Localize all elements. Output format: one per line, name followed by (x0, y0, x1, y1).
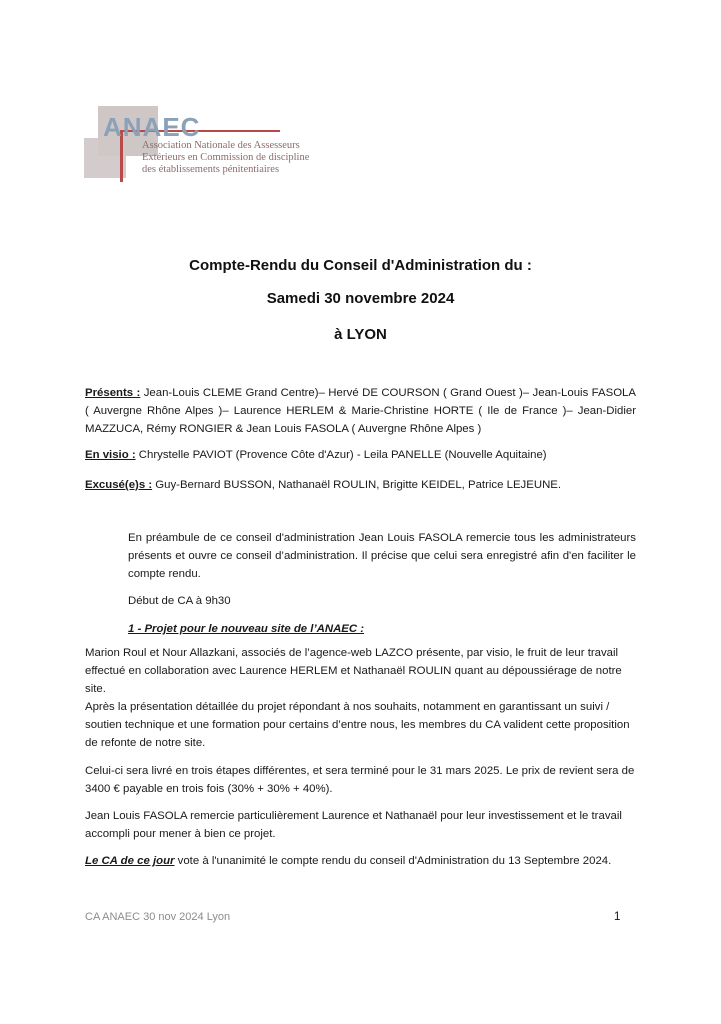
preamble-paragraph: En préambule de ce conseil d'administration Jean Louis FASOLA remercie tous les administrateurs présents et ouvre ce conseil d’administration. Il précise que celui sera enregistré afin d'en faciliter le compte rendu. (128, 532, 636, 580)
document-title: Compte-Rendu du Conseil d'Administration du : (189, 257, 532, 274)
present-label: Présents : (85, 387, 141, 399)
excused-text: Guy-Bernard BUSSON, Nathanaël ROULIN, Brigitte KEIDEL, Patrice LEJEUNE. (152, 479, 562, 491)
logo-subtitle-line1: Association Nationale des Assesseurs (142, 140, 300, 151)
body-paragraph-4: Jean Louis FASOLA remercie particulièrement Laurence et Nathanaël pour leur investissement et le travail accompli pour mener à bien ce projet. (85, 810, 622, 840)
vote-text: vote à l'unanimité le compte rendu du conseil d'Administration du 13 Septembre 2024. (174, 855, 612, 867)
present-text: Jean-Louis CLEME Grand Centre)– Hervé DE COURSON ( Grand Ouest )– Jean-Louis FASOLA ( Auvergne Rhône Alpes )– Laurence HERLEM & Marie-Christine HORTE ( Ile de France )– Jean-Didier MAZZUCA, Rémy RONGIER & Jean Louis FASOLA ( Auvergne Rhône Alpes ) (85, 387, 636, 435)
excused-label: Excusé(e)s : (85, 479, 153, 491)
logo-subtitle (142, 140, 309, 176)
document-date: Samedi 30 novembre 2024 (266, 290, 455, 307)
logo-subtitle-line2: Extérieurs en Commission de discipline (142, 152, 310, 163)
visio-text: Chrystelle PAVIOT (Provence Côte d'Azur) - Leila PANELLE (Nouvelle Aquitaine) (135, 449, 547, 461)
document-location: à LYON (334, 326, 387, 343)
logo-subtitle-line3: des établissements pénitentiaires (142, 164, 280, 175)
body-paragraph-3: Celui-ci sera livré en trois étapes différentes, et sera terminé pour le 31 mars 2025. Le prix de revient sera de 3400 € payable en trois fois (30% + 30% + 40%). (85, 765, 635, 795)
section-title: 1 - Projet pour le nouveau site de l’ANAEC : (128, 623, 365, 635)
visio-label: En visio : (85, 449, 136, 461)
footer-text: CA ANAEC 30 nov 2024 Lyon (85, 911, 231, 923)
logo-brand: ANAEC (103, 112, 201, 142)
excused-list (85, 476, 636, 494)
anaec-logo (84, 100, 344, 190)
body-paragraph-1: Marion Roul et Nour Allazkani, associés de l’agence-web LAZCO présente, par visio, le fruit de leur travail effectué en collaboration avec Laurence HERLEM et Nathanaël ROULIN quant au dépoussiérage de notre site. (85, 647, 622, 695)
vote-paragraph (85, 852, 636, 870)
page-number: 1 (614, 911, 621, 923)
start-time: Début de CA à 9h30 (128, 595, 231, 607)
vote-label: Le CA de ce jour (85, 855, 175, 867)
body-paragraph-2: Après la présentation détaillée du projet répondant à nos souhaits, notamment en garantissant un suivi / soutien technique et une formation pour certains d’entre nous, les membres du CA valident cette proposition de refonte de notre site. (85, 701, 630, 749)
visio-list (85, 446, 636, 464)
present-list (85, 384, 636, 438)
